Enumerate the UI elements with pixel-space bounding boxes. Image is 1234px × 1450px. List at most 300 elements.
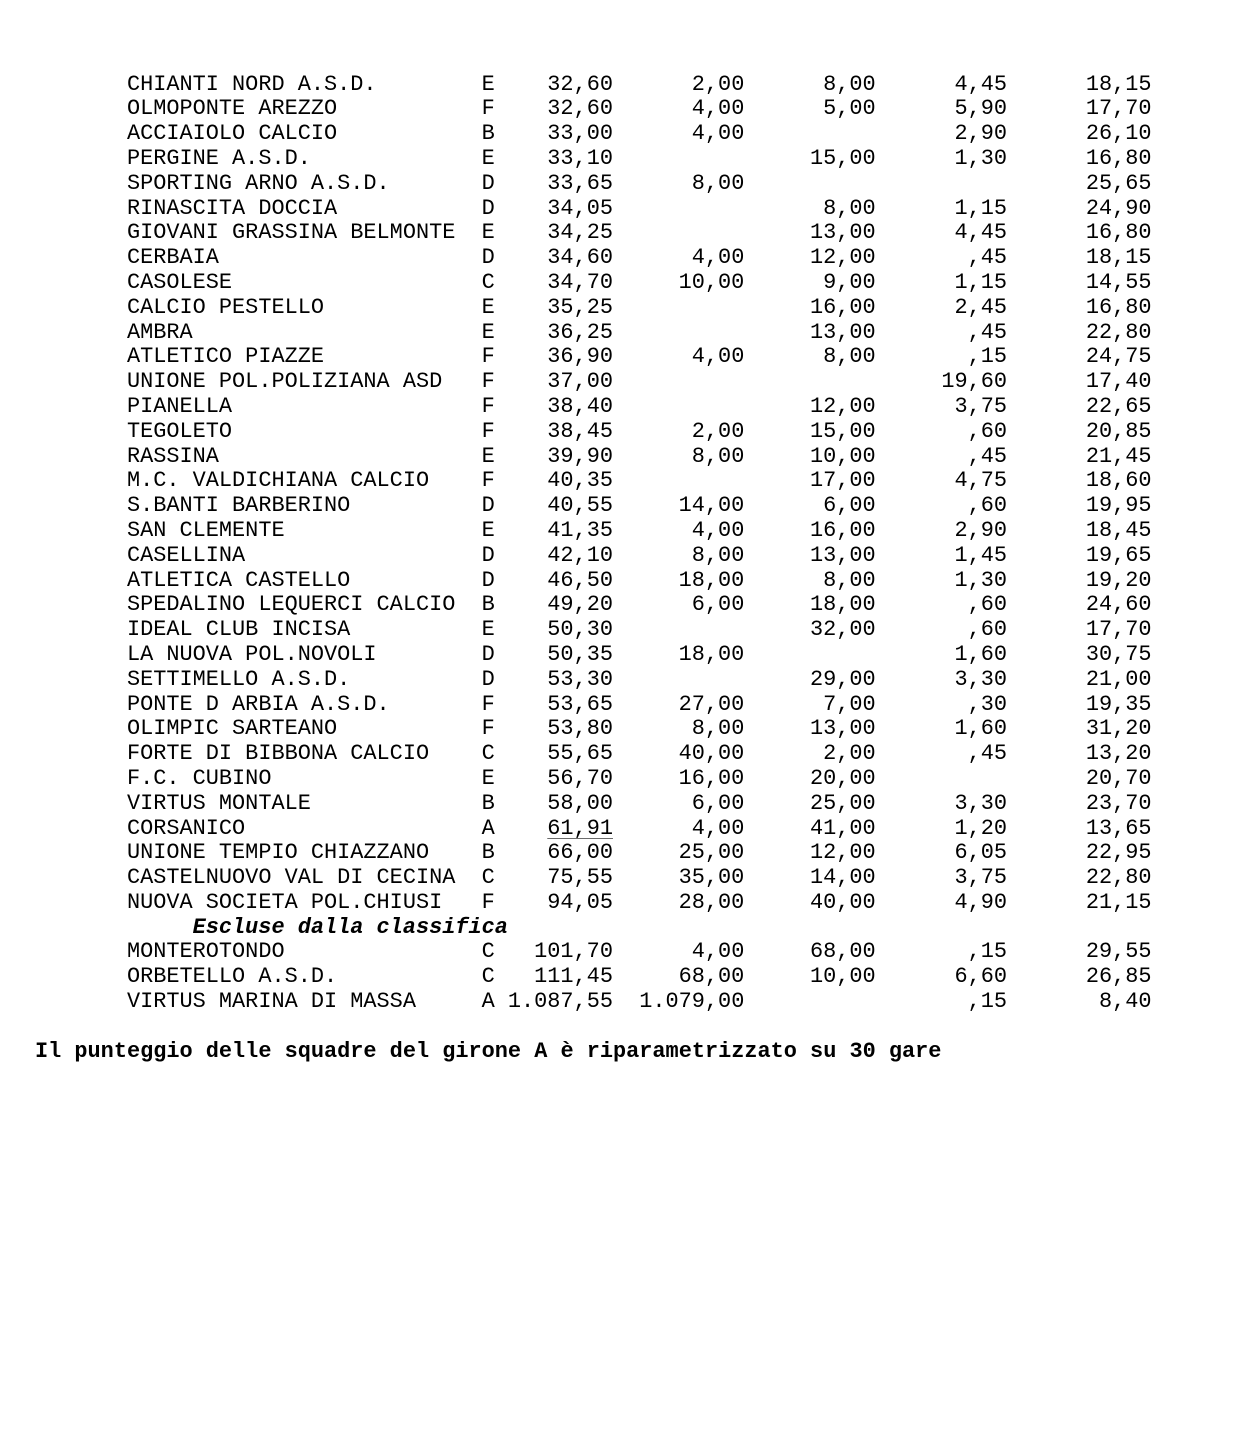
value-col-3 bbox=[744, 221, 875, 246]
group-letter: E bbox=[481, 145, 495, 171]
value-col-2-text: 4,00 bbox=[691, 517, 745, 543]
total-value-text: 32,60 bbox=[547, 96, 613, 122]
team-name: PONTE D ARBIA A.S.D. bbox=[126, 692, 390, 717]
total-value-text: 41,35 bbox=[547, 517, 613, 543]
value-col-4-text: ,60 bbox=[967, 493, 1008, 519]
total-value bbox=[495, 990, 613, 1015]
value-col-2 bbox=[613, 668, 744, 693]
row-indent bbox=[35, 271, 127, 296]
excluded-table bbox=[35, 940, 1215, 1014]
value-col-4 bbox=[876, 445, 1007, 470]
team-name: M.C. VALDICHIANA CALCIO bbox=[126, 469, 430, 494]
value-col-2 bbox=[613, 271, 744, 296]
value-col-5-text: 22,80 bbox=[1085, 319, 1152, 345]
total-value bbox=[495, 593, 613, 618]
team-name: FORTE DI BIBBONA CALCIO bbox=[126, 742, 430, 767]
value-col-4-text: 1,60 bbox=[954, 716, 1008, 742]
value-col-2-text: 4,00 bbox=[691, 344, 745, 370]
row-indent bbox=[35, 742, 127, 767]
value-col-3-text: 15,00 bbox=[810, 145, 876, 171]
total-value-text: 46,50 bbox=[547, 567, 613, 593]
team-name: CASELLINA bbox=[126, 543, 246, 568]
total-value-text: 53,65 bbox=[547, 691, 613, 717]
value-col-2 bbox=[613, 792, 744, 817]
value-col-2 bbox=[613, 345, 744, 370]
total-value bbox=[495, 866, 613, 891]
total-value bbox=[495, 494, 613, 519]
team-name: PERGINE A.S.D. bbox=[126, 146, 311, 171]
row-indent bbox=[35, 469, 127, 494]
total-value-text: 38,40 bbox=[547, 393, 613, 419]
row-indent bbox=[35, 494, 127, 519]
total-value-text: 39,90 bbox=[547, 443, 613, 469]
table-row bbox=[35, 494, 1215, 519]
value-col-5-text: 16,80 bbox=[1085, 294, 1152, 320]
value-col-5-text: 24,75 bbox=[1085, 344, 1152, 370]
value-col-3-text: 8,00 bbox=[823, 195, 876, 221]
table-row bbox=[35, 197, 1215, 222]
total-value-text: 94,05 bbox=[547, 889, 613, 915]
value-col-4 bbox=[876, 122, 1007, 147]
value-col-3-text: 13,00 bbox=[810, 319, 876, 345]
value-col-3-text: 9,00 bbox=[823, 269, 876, 295]
value-col-2-text: 8,00 bbox=[691, 716, 745, 742]
value-col-3-text: 40,00 bbox=[810, 889, 876, 915]
value-col-5 bbox=[1007, 990, 1152, 1015]
row-indent bbox=[35, 172, 127, 197]
value-col-3 bbox=[744, 841, 875, 866]
value-col-3 bbox=[744, 668, 875, 693]
value-col-2 bbox=[613, 197, 744, 222]
total-value-text: 33,10 bbox=[547, 145, 613, 171]
value-col-4 bbox=[876, 271, 1007, 296]
value-col-3-text: 32,00 bbox=[810, 617, 876, 643]
group-letter: F bbox=[481, 393, 495, 419]
total-value bbox=[495, 73, 613, 98]
value-col-5-text: 17,70 bbox=[1085, 96, 1152, 122]
value-col-5-text: 19,95 bbox=[1085, 493, 1152, 519]
total-value bbox=[495, 792, 613, 817]
row-indent bbox=[35, 296, 127, 321]
value-col-3-text: 13,00 bbox=[810, 716, 876, 742]
total-value-text: 40,55 bbox=[547, 493, 613, 519]
group-letter: C bbox=[481, 964, 495, 990]
group-letter: F bbox=[481, 889, 495, 915]
total-value bbox=[495, 717, 613, 742]
total-value-text: 75,55 bbox=[547, 865, 613, 891]
row-indent bbox=[35, 817, 127, 842]
value-col-5 bbox=[1007, 668, 1152, 693]
value-col-5-text: 13,65 bbox=[1085, 815, 1152, 841]
total-value-text: 36,90 bbox=[547, 344, 613, 370]
value-col-4 bbox=[876, 246, 1007, 271]
footer-note: Il punteggio delle squadre del girone A è riparametrizzato su 30 gare bbox=[35, 1038, 942, 1064]
value-col-3 bbox=[744, 792, 875, 817]
group-letter: D bbox=[481, 170, 495, 196]
total-value bbox=[495, 172, 613, 197]
group-letter: D bbox=[481, 567, 495, 593]
value-col-5 bbox=[1007, 147, 1152, 172]
value-col-2-text: 8,00 bbox=[691, 170, 745, 196]
row-indent bbox=[35, 618, 127, 643]
team-name: TEGOLETO bbox=[126, 419, 233, 444]
value-col-4 bbox=[876, 197, 1007, 222]
total-value bbox=[495, 445, 613, 470]
group-letter: B bbox=[481, 840, 495, 866]
value-col-5-text: 26,85 bbox=[1085, 964, 1152, 990]
table-row bbox=[35, 643, 1215, 668]
value-col-5 bbox=[1007, 469, 1152, 494]
group-letter: F bbox=[481, 96, 495, 122]
row-indent bbox=[35, 370, 127, 395]
value-col-3 bbox=[744, 742, 875, 767]
table-row bbox=[35, 569, 1215, 594]
total-value-text: 111,45 bbox=[534, 964, 613, 990]
value-col-5-text: 18,45 bbox=[1085, 517, 1152, 543]
value-col-2 bbox=[613, 122, 744, 147]
table-row bbox=[35, 445, 1215, 470]
value-col-4 bbox=[876, 891, 1007, 916]
total-value bbox=[495, 891, 613, 916]
value-col-2 bbox=[613, 717, 744, 742]
row-indent bbox=[35, 866, 127, 891]
row-indent bbox=[35, 395, 127, 420]
value-col-5-text: 16,80 bbox=[1085, 220, 1152, 246]
group-letter: D bbox=[481, 542, 495, 568]
standings-table bbox=[35, 73, 1215, 916]
value-col-2 bbox=[613, 866, 744, 891]
value-col-2-text: 18,00 bbox=[678, 641, 745, 667]
team-name: S.BANTI BARBERINO bbox=[126, 494, 351, 519]
total-value bbox=[495, 221, 613, 246]
value-col-5 bbox=[1007, 445, 1152, 470]
value-col-2-text: 2,00 bbox=[691, 418, 745, 444]
value-col-2 bbox=[613, 97, 744, 122]
table-row bbox=[35, 271, 1215, 296]
total-value-text: 35,25 bbox=[547, 294, 613, 320]
value-col-2 bbox=[613, 841, 744, 866]
value-col-2-text: 6,00 bbox=[691, 790, 745, 816]
total-value-text: 101,70 bbox=[534, 939, 613, 965]
value-col-4-text: ,45 bbox=[967, 245, 1008, 271]
group-letter: F bbox=[481, 344, 495, 370]
value-col-3-text: 17,00 bbox=[810, 468, 876, 494]
value-col-2 bbox=[613, 693, 744, 718]
total-value bbox=[495, 618, 613, 643]
total-value-text: 37,00 bbox=[547, 369, 613, 395]
value-col-4-text: 1,30 bbox=[954, 567, 1008, 593]
value-col-5 bbox=[1007, 742, 1152, 767]
value-col-2-text: 10,00 bbox=[678, 269, 745, 295]
group-letter: E bbox=[481, 71, 495, 97]
group-letter: E bbox=[481, 517, 495, 543]
value-col-4-text: ,15 bbox=[967, 939, 1008, 965]
value-col-4-text: 1,45 bbox=[954, 542, 1008, 568]
value-col-4-text: ,30 bbox=[967, 691, 1008, 717]
value-col-3 bbox=[744, 891, 875, 916]
team-name: UNIONE POL.POLIZIANA ASD bbox=[126, 370, 443, 395]
value-col-3 bbox=[744, 940, 875, 965]
group-letter: A bbox=[481, 815, 495, 841]
value-col-4-text: 1,15 bbox=[954, 195, 1008, 221]
value-col-5 bbox=[1007, 792, 1152, 817]
table-row bbox=[35, 321, 1215, 346]
value-col-3 bbox=[744, 395, 875, 420]
value-col-2-text: 16,00 bbox=[678, 765, 745, 791]
value-col-2-text: 8,00 bbox=[691, 443, 745, 469]
row-indent bbox=[35, 420, 127, 445]
value-col-4 bbox=[876, 172, 1007, 197]
table-row bbox=[35, 97, 1215, 122]
value-col-2-text: 68,00 bbox=[678, 964, 745, 990]
team-name: CHIANTI NORD A.S.D. bbox=[126, 72, 377, 97]
total-value bbox=[495, 693, 613, 718]
value-col-3 bbox=[744, 717, 875, 742]
value-col-4-text: 4,45 bbox=[954, 220, 1008, 246]
value-col-2 bbox=[613, 817, 744, 842]
value-col-4 bbox=[876, 990, 1007, 1015]
value-col-3 bbox=[744, 147, 875, 172]
table-row bbox=[35, 345, 1215, 370]
value-col-4 bbox=[876, 370, 1007, 395]
value-col-5-text: 22,80 bbox=[1085, 865, 1152, 891]
total-value-text: 49,20 bbox=[547, 592, 613, 618]
row-indent bbox=[35, 147, 127, 172]
value-col-5 bbox=[1007, 569, 1152, 594]
table-row bbox=[35, 221, 1215, 246]
value-col-2 bbox=[613, 445, 744, 470]
value-col-5 bbox=[1007, 817, 1152, 842]
value-col-3 bbox=[744, 345, 875, 370]
value-col-5 bbox=[1007, 73, 1152, 98]
group-letter: D bbox=[481, 245, 495, 271]
row-indent bbox=[35, 693, 127, 718]
total-value bbox=[495, 345, 613, 370]
value-col-4-text: 2,90 bbox=[954, 517, 1008, 543]
team-name: OLIMPIC SARTEANO bbox=[126, 717, 338, 742]
total-value-text: 32,60 bbox=[547, 71, 613, 97]
total-value-text: 50,35 bbox=[547, 641, 613, 667]
value-col-5 bbox=[1007, 940, 1152, 965]
value-col-5-text: 18,15 bbox=[1085, 245, 1152, 271]
value-col-4-text: 4,75 bbox=[954, 468, 1008, 494]
value-col-5-text: 30,75 bbox=[1085, 641, 1152, 667]
value-col-4-text: 6,05 bbox=[954, 840, 1008, 866]
total-value bbox=[495, 97, 613, 122]
value-col-5-text: 25,65 bbox=[1085, 170, 1152, 196]
value-col-5-text: 26,10 bbox=[1085, 121, 1152, 147]
value-col-3-text: 13,00 bbox=[810, 220, 876, 246]
value-col-4 bbox=[876, 519, 1007, 544]
row-indent bbox=[35, 841, 127, 866]
value-col-5-text: 20,70 bbox=[1085, 765, 1152, 791]
team-name: SPORTING ARNO A.S.D. bbox=[126, 171, 390, 196]
group-letter: E bbox=[481, 617, 495, 643]
team-name: F.C. CUBINO bbox=[126, 766, 272, 791]
team-name: CASTELNUOVO VAL DI CECINA bbox=[126, 866, 456, 891]
value-col-3 bbox=[744, 296, 875, 321]
value-col-3 bbox=[744, 321, 875, 346]
total-value-text: 55,65 bbox=[547, 741, 613, 767]
value-col-3 bbox=[744, 618, 875, 643]
table-row bbox=[35, 147, 1215, 172]
value-col-5 bbox=[1007, 122, 1152, 147]
value-col-5-text: 24,60 bbox=[1085, 592, 1152, 618]
total-value bbox=[495, 370, 613, 395]
value-col-3 bbox=[744, 817, 875, 842]
value-col-5 bbox=[1007, 395, 1152, 420]
value-col-3 bbox=[744, 643, 875, 668]
value-col-5-text: 16,80 bbox=[1085, 145, 1152, 171]
value-col-3 bbox=[744, 271, 875, 296]
value-col-4 bbox=[876, 593, 1007, 618]
group-letter: A bbox=[481, 989, 495, 1015]
value-col-5-text: 22,65 bbox=[1085, 393, 1152, 419]
group-letter: F bbox=[481, 418, 495, 444]
table-row bbox=[35, 817, 1215, 842]
value-col-5 bbox=[1007, 519, 1152, 544]
value-col-2 bbox=[613, 321, 744, 346]
value-col-5 bbox=[1007, 221, 1152, 246]
team-name: AMBRA bbox=[126, 320, 193, 345]
table-row bbox=[35, 841, 1215, 866]
value-col-3-text: 16,00 bbox=[810, 294, 876, 320]
value-col-5-text: 17,70 bbox=[1085, 617, 1152, 643]
row-indent bbox=[35, 569, 127, 594]
value-col-5 bbox=[1007, 420, 1152, 445]
value-col-4-text: ,45 bbox=[967, 443, 1008, 469]
value-col-4-text: ,60 bbox=[967, 617, 1008, 643]
value-col-2-text: 35,00 bbox=[678, 865, 745, 891]
value-col-3-text: 6,00 bbox=[823, 493, 876, 519]
total-value-text: 38,45 bbox=[547, 418, 613, 444]
value-col-5-text: 22,95 bbox=[1085, 840, 1152, 866]
row-indent bbox=[35, 445, 127, 470]
total-value bbox=[495, 817, 613, 842]
group-letter: B bbox=[481, 592, 495, 618]
value-col-3 bbox=[744, 544, 875, 569]
value-col-4 bbox=[876, 792, 1007, 817]
total-value-text: 53,80 bbox=[547, 716, 613, 742]
row-indent bbox=[35, 321, 127, 346]
team-name: VIRTUS MONTALE bbox=[126, 791, 311, 816]
value-col-4-text: 3,30 bbox=[954, 790, 1008, 816]
spacer bbox=[35, 1015, 1215, 1040]
team-name: NUOVA SOCIETA POL.CHIUSI bbox=[126, 890, 443, 915]
group-letter: D bbox=[481, 666, 495, 692]
value-col-5 bbox=[1007, 965, 1152, 990]
value-col-5 bbox=[1007, 345, 1152, 370]
value-col-4 bbox=[876, 221, 1007, 246]
value-col-3-text: 12,00 bbox=[810, 840, 876, 866]
row-indent bbox=[35, 643, 127, 668]
value-col-3 bbox=[744, 370, 875, 395]
value-col-4-text: 4,45 bbox=[954, 71, 1008, 97]
value-col-5-text: 19,20 bbox=[1085, 567, 1152, 593]
row-indent bbox=[35, 668, 127, 693]
value-col-2-text: 4,00 bbox=[691, 96, 745, 122]
value-col-3-text: 14,00 bbox=[810, 865, 876, 891]
value-col-3 bbox=[744, 197, 875, 222]
value-col-5 bbox=[1007, 841, 1152, 866]
value-col-2 bbox=[613, 469, 744, 494]
value-col-4-text: 6,60 bbox=[954, 964, 1008, 990]
value-col-2-text: 8,00 bbox=[691, 542, 745, 568]
value-col-5-text: 8,40 bbox=[1099, 989, 1152, 1015]
value-col-3-text: 18,00 bbox=[810, 592, 876, 618]
value-col-3-text: 20,00 bbox=[810, 765, 876, 791]
group-letter: C bbox=[481, 741, 495, 767]
group-letter: E bbox=[481, 319, 495, 345]
value-col-5 bbox=[1007, 370, 1152, 395]
total-value-text: 40,35 bbox=[547, 468, 613, 494]
team-name: CALCIO PESTELLO bbox=[126, 295, 325, 320]
value-col-2 bbox=[613, 370, 744, 395]
value-col-5-text: 18,15 bbox=[1085, 71, 1152, 97]
table-row bbox=[35, 246, 1215, 271]
value-col-3-text: 8,00 bbox=[823, 567, 876, 593]
table-row bbox=[35, 891, 1215, 916]
total-value bbox=[495, 197, 613, 222]
value-col-4 bbox=[876, 841, 1007, 866]
value-col-3 bbox=[744, 494, 875, 519]
value-col-4 bbox=[876, 147, 1007, 172]
table-row bbox=[35, 593, 1215, 618]
value-col-4 bbox=[876, 817, 1007, 842]
value-col-4-text: 1,30 bbox=[954, 145, 1008, 171]
value-col-2 bbox=[613, 221, 744, 246]
value-col-5 bbox=[1007, 321, 1152, 346]
team-name: ATLETICA CASTELLO bbox=[126, 568, 351, 593]
team-name: LA NUOVA POL.NOVOLI bbox=[126, 642, 377, 667]
table-row bbox=[35, 742, 1215, 767]
value-col-3-text: 13,00 bbox=[810, 542, 876, 568]
team-name: UNIONE TEMPIO CHIAZZANO bbox=[126, 841, 430, 866]
group-letter: E bbox=[481, 443, 495, 469]
group-letter: D bbox=[481, 493, 495, 519]
value-col-2 bbox=[613, 544, 744, 569]
value-col-4 bbox=[876, 693, 1007, 718]
value-col-3-text: 41,00 bbox=[810, 815, 876, 841]
standings-document bbox=[35, 73, 1215, 1065]
group-letter: F bbox=[481, 716, 495, 742]
value-col-5 bbox=[1007, 618, 1152, 643]
value-col-2-text: 2,00 bbox=[691, 71, 745, 97]
table-row bbox=[35, 395, 1215, 420]
value-col-5-text: 23,70 bbox=[1085, 790, 1152, 816]
value-col-4-text: 2,90 bbox=[954, 121, 1008, 147]
value-col-2-text: 14,00 bbox=[678, 493, 745, 519]
value-col-4 bbox=[876, 940, 1007, 965]
row-indent bbox=[35, 519, 127, 544]
value-col-2 bbox=[613, 891, 744, 916]
row-indent bbox=[35, 221, 127, 246]
value-col-2-text: 25,00 bbox=[678, 840, 745, 866]
row-indent bbox=[35, 97, 127, 122]
value-col-5-text: 24,90 bbox=[1085, 195, 1152, 221]
value-col-5-text: 21,45 bbox=[1085, 443, 1152, 469]
value-col-2 bbox=[613, 990, 744, 1015]
table-row bbox=[35, 172, 1215, 197]
value-col-3 bbox=[744, 866, 875, 891]
group-letter: E bbox=[481, 294, 495, 320]
table-row bbox=[35, 940, 1215, 965]
table-row bbox=[35, 544, 1215, 569]
value-col-2 bbox=[613, 395, 744, 420]
total-value-text: 53,30 bbox=[547, 666, 613, 692]
value-col-4 bbox=[876, 668, 1007, 693]
value-col-3 bbox=[744, 420, 875, 445]
